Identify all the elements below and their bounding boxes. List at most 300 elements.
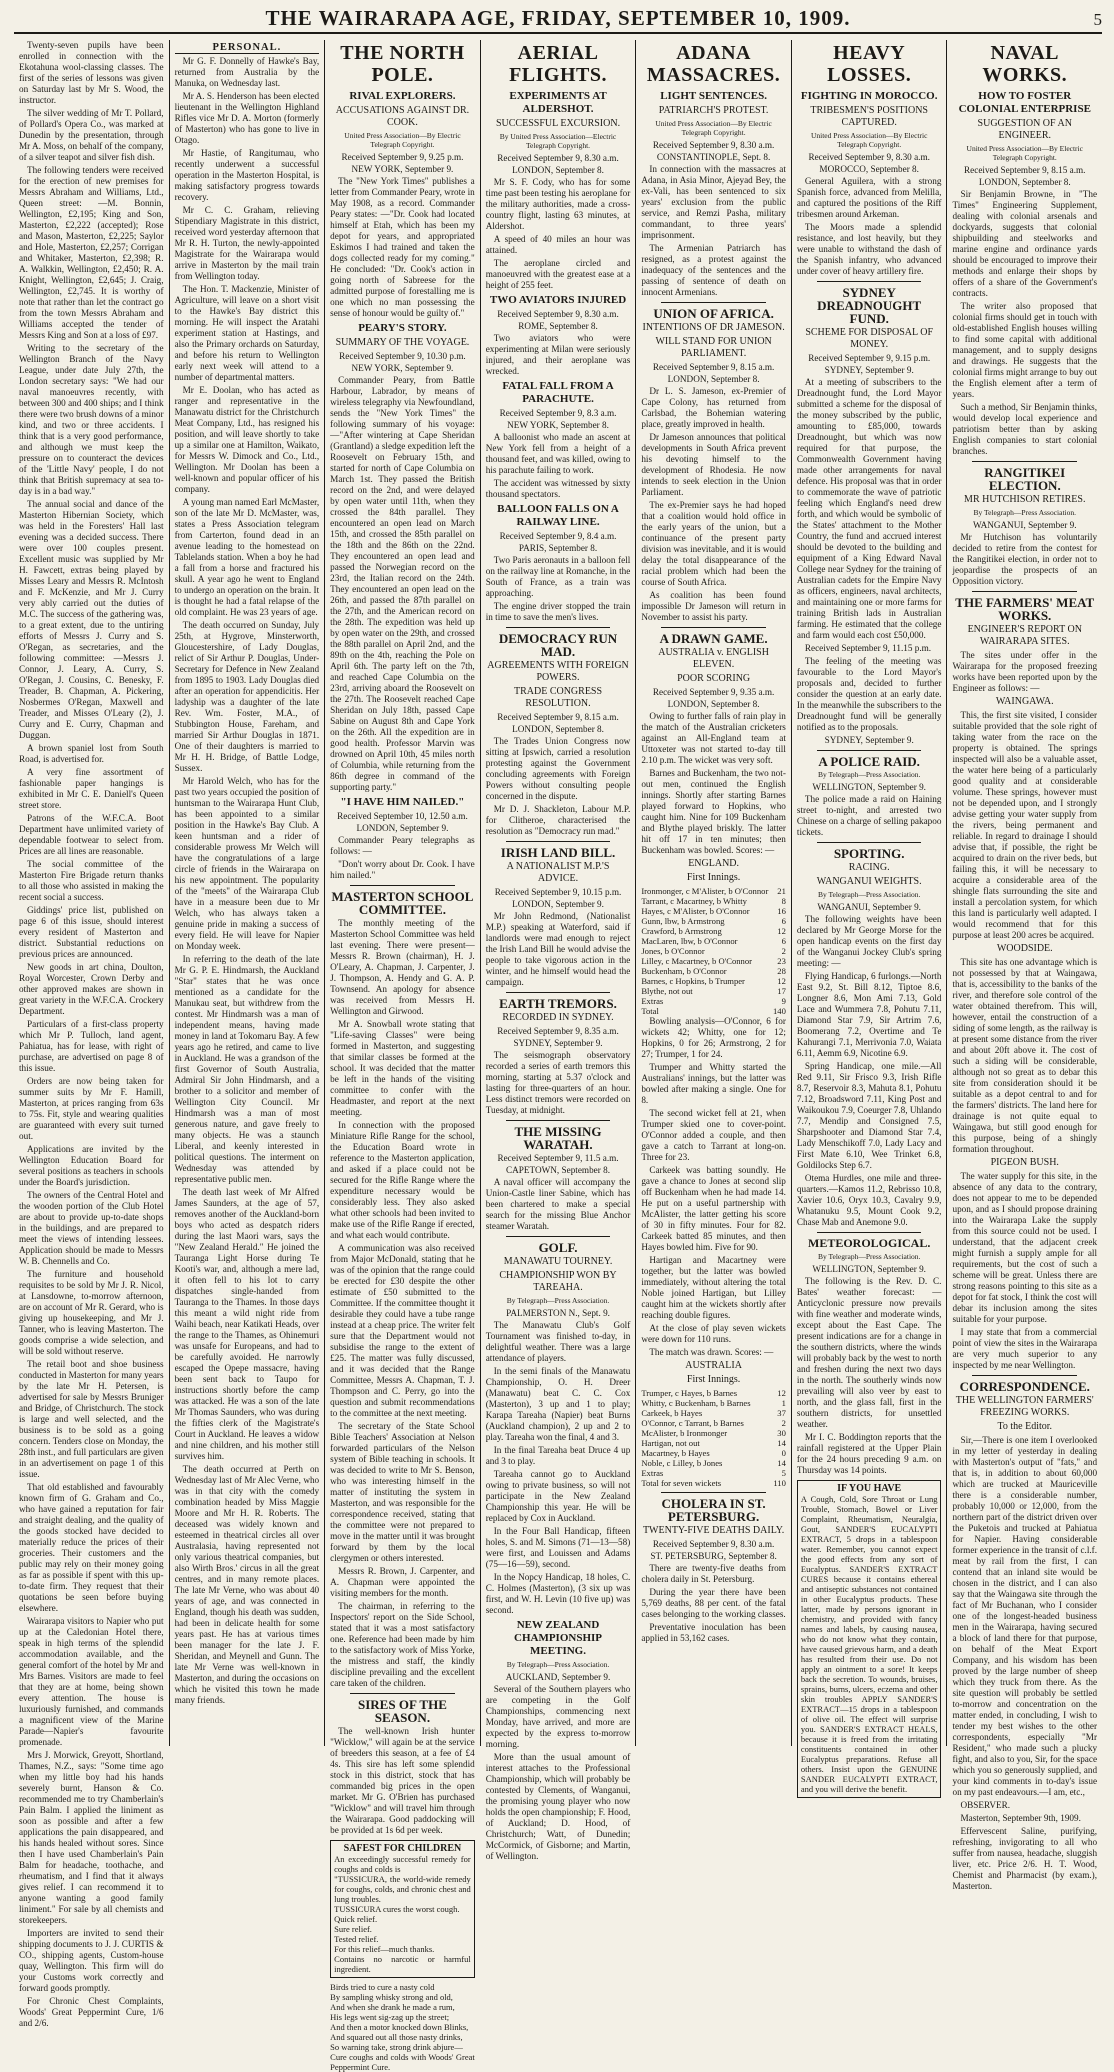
- batsman: McAlister, b Ironmonger: [641, 1428, 728, 1438]
- article-body: [952, 710, 1097, 941]
- article-subheading: SUMMARY OF THE VOYAGE.: [335, 337, 470, 348]
- location-line: LONDON, September 8.: [667, 699, 760, 709]
- runs: 6: [781, 936, 786, 946]
- paragraph: The following is the Rev. D. C. Bates' weather forecast: —Anticyclonic pressure now prevails with fine weather and moderate winds, except about the East Cape. The present indications are for a change in the southern districts, where the winds will probably back by the west to north and freshen during the next two days in the north. The southerly winds now prevailing will also veer by east to north, and the glass fall, first in the southern districts, for unsettled weather.: [796, 1276, 942, 1429]
- line: Contains no narcotic or harmful ingredient.: [334, 1954, 471, 1974]
- divider: [350, 1693, 455, 1694]
- score-row: [641, 1006, 786, 1016]
- dateline: Received September 9, 8.15 a.m.: [497, 712, 619, 722]
- dateline: Received September 9, 9.25 p.m.: [341, 152, 464, 162]
- earth-tremors-heading: EARTH TREMORS.: [499, 996, 617, 1011]
- paragraph: The annual social and dance of the Masterton Hibernian Society, which was held in the Foresters' Hall last evening was a decided success. There were over 100 couples present. Excellent music was supplied by Mr H. Fawcett, extras being played by Misses Leary and Messrs R. McIntosh and F. McKenzie, and Mr J. Curry very ably carried out the duties of M.C. The success of the gathering was, to a great extent, due to the untiring efforts of Messrs J. Curry and S. O'Regan, as secretaries, and the following committee: —Messrs J. Connor, J. Leary, A. Curry, S. O'Regan, J. Cousins, C. Benesky, F. Treader, B. Chapman, A. Pickering, Nosbermes O'Regan, Maxwell and Treader, and Misses O'Leary (2), J. Curry and E. Curry, Chapman and Duggan.: [19, 499, 164, 740]
- paragraph: The well-known Irish hunter "Wicklow," will again be at the service of breeders this season, at a fee of £4 4s. This sire has left some splendid stock in this district, stock that has commanded big prices in the open market. Mr G. O'Brien has purchased "Wicklow" and will travel him through the Wairarapa. Good paddocking will be provided at 1s 6d per week.: [330, 1726, 475, 1835]
- batsman: Ironmonger, c M'Alister, b O'Connor: [641, 886, 769, 896]
- dateline: Received September 9, 11.5 a.m.: [497, 1153, 619, 1163]
- column-1: [14, 40, 170, 2028]
- wire-credit: By Telegraph—Press Association.: [817, 890, 921, 899]
- batsman: Hartigan, not out: [641, 1438, 700, 1448]
- runs: 28: [777, 966, 786, 976]
- dateline: Received September 9, 8.3 a.m.: [499, 408, 617, 418]
- paragraph: The ex-Premier says he had hoped that a coalition would hold office in the early years of the union, but a continuance of the present party division was inevitable, and it is would delay the total disappearance of the racial problem which had been the course of South Africa.: [641, 500, 786, 587]
- paragraph: Mr E. Doolan, who has acted as ranger and representative in the Manawatu district for the Christchurch Meat Company, Ltd., has resigned his position, and will leave shortly to take up a similar one at Hamilton, Waikato, for Messrs W. Dimock and Co., Ltd., Wellington. Mr Doolan has been a well-known and popular officer of his company.: [174, 385, 320, 494]
- paragraph: In referring to the death of the late Mr G. P. E. Hindmarsh, the Auckland "Star" states that he was once mentioned as a candidate for the Manukau seat, but withdrew from the contest. Mr Hindmarsh was a man of independent means, having made money in land at Tokomaru Bay. A few years ago he retired, and came to live in Auckland. He was a grandson of the first Governor of South Australia, Admiral Sir John Hindmarsh, and a brother to a solicitor and member of Wellington City Council. Mr Hindmarsh was a man of most generous nature, and gave freely to many objects. He was a staunch Liberal, and keenly interested in political questions. The interment on Wednesday was attended by representative public men.: [174, 954, 320, 1184]
- article-subheading: FATAL FALL FROM A PARACHUTE.: [502, 380, 614, 405]
- peppermint-poem: [330, 1982, 475, 2072]
- paragraph: Giddings' price list, published on page 6 of this issue, should interest every resident of Masterton and district. Substantial reductions on previous prices are announced.: [19, 905, 164, 959]
- paragraph: Preventative inoculation has been applied in 53,162 cases.: [641, 1622, 786, 1643]
- paragraph: The seismograph observatory recorded a series of earth tremors this morning, starting at 5.37 o'clock and lasting for three-quarters of an hour. Less distinct tremors were recorded on Tuesday, at midnight.: [485, 1050, 631, 1115]
- article-body: [486, 1177, 631, 1232]
- dateline: Received September 9, 10.30 p.m.: [339, 351, 466, 361]
- article-subheading: TRIBESMEN'S POSITIONS CAPTURED.: [810, 105, 928, 128]
- paragraph: Mr C. C. Graham, relieving Stipendiary Magistrate in this district, received word yesterday afternoon that Mr R. H. Turton, the newly-appointed Magistrate for the Wairarapa would arrive in Masterton by the mail train from Wellington today.: [174, 205, 320, 281]
- paragraph: The retail boot and shoe business conducted in Masterton for many years by the late Mr H. Petersen, is advertised for sale by Messrs Bruniger and Bridge, of Christchurch. The stock is large and well selected, and the business is to be sold as a going concern. Tenders close on Monday, the 28th inst., and full particulars are given in an advertisement on page 1 of this issue.: [19, 1359, 164, 1479]
- batsman: Total for seven wickets: [641, 1478, 722, 1488]
- wire-credit: By Telegraph—Press Association.: [817, 1252, 921, 1261]
- article-body: [797, 176, 942, 277]
- batsman: Macartney, b Hayes: [641, 1448, 710, 1458]
- article-body: [486, 1684, 631, 1862]
- score-row: [641, 986, 786, 996]
- paragraph: A communication was also received from Major McDonald, stating that he was of the opinion that the range could be erected for £30 despite the other estimate of £50 submitted to the Committee. If the committee thought it desirable they could have a tube range instead at a cheap price. The writer felt sure that the Department would not subsidise the range to the extent of £25. The matter was fully discussed, and it was decided that the Range Committee, Messrs A. Chapman, T. J. Thompson and C. Perry, go into the question and submit recommendations to the committee at the next meeting.: [330, 1243, 475, 1418]
- batsman: Hayes, c M'Alister, b O'Connor: [641, 906, 750, 916]
- paragraph: The second wicket fell at 21, when Trumper skied one to cover-point. O'Connor added a couple, and then gave a catch to Tarrant at long-on. Three for 23.: [641, 1108, 786, 1162]
- paragraph: Tareaha cannot go to Auckland owing to private business, so will not participate in the New Zealand Championship this year. He will be replaced by Cox in Auckland.: [485, 1469, 631, 1523]
- runs: 21: [777, 886, 786, 896]
- paragraph: OBSERVER.: [960, 1800, 1011, 1810]
- article-subheading: POOR SCORING: [677, 673, 751, 684]
- article-subheading: TWO AVIATORS INJURED: [489, 294, 627, 306]
- batsman: Carkeek, b Hayes: [641, 1408, 703, 1418]
- paragraph: In the Nopcy Handicap, 18 holes, C. C. Holmes (Masterton), (3 six up was first, and W. H. Levin (10 five up) was second.: [485, 1572, 631, 1615]
- divider: [506, 627, 611, 628]
- runs: 6: [781, 916, 786, 926]
- letter-body: [952, 1435, 1097, 1892]
- dateline: Received September 9, 8.30 a.m.: [808, 152, 930, 162]
- paragraph: A naval officer will accompany the Union-Castle liner Sabine, which has been chartered to make a special search for the missing Blue Anchor steamer Waratah.: [485, 1177, 631, 1231]
- article-subheading: ACCUSATIONS AGAINST DR. COOK.: [335, 105, 470, 128]
- waratah-heading: THE MISSING WARATAH.: [514, 1124, 602, 1152]
- location-line: ST. PETERSBURG, September 8.: [650, 1551, 777, 1561]
- paragraph: Mr Harold Welch, who has for the past two years occupied the position of huntsman to the Wairarapa Hunt Club, has been appointed to a similar position in the Hawke's Bay Club. A keen huntsman and a rider of considerable prowess Mr Welch will have the congratulations of a large circle of friends in the Wairarapa on his new appointment. The popularity of the "meets" of the Wairarapa Club have in a measure been due to Mr Welch, who has always taken a genuine pride in making a success of every field. He will leave for Napier on Monday week.: [174, 776, 320, 951]
- location-line: SYDNEY, September 9.: [824, 735, 914, 745]
- paragraph: Applications are invited by the Wellington Education Board for several positions as teachers in schools under the Board's jurisdiction.: [19, 1144, 164, 1187]
- article-subheading: TWENTY-FIVE DEATHS DAILY.: [642, 1525, 785, 1536]
- score-row: [641, 996, 786, 1006]
- location-line: NEW YORK, September 8.: [507, 420, 609, 430]
- location-line: SYDNEY, September 9.: [824, 365, 914, 375]
- article-body: [486, 555, 631, 623]
- site-heading: PIGEON BUSH.: [990, 1157, 1059, 1168]
- wire-credit: By Telegraph—Press Association.: [506, 1660, 610, 1669]
- score-row: [641, 966, 786, 976]
- score-row: [641, 946, 786, 956]
- dateline: Received September 9, 8.35 a.m.: [497, 1026, 619, 1036]
- golf-heading: GOLF.: [538, 1240, 578, 1255]
- paragraph: For Chronic Chest Complaints, Woods' Great Peppermint Cure, 1/6 and 2/6.: [19, 1996, 164, 2028]
- article-body: [330, 918, 475, 1689]
- paragraph: The chairman, in referring to the Inspectors' report on the Side School, stated that it was a most satisfactory one. Reference had been made by him to the satisfactory work of Miss Yorke, the mistress and staff, the kindly discipline prevailing and the excellent care taken of the children.: [330, 1601, 475, 1688]
- paragraph: Orders are now being taken for summer suits by Mr F. Hamill, Masterton, at prices ranging from 63s to 75s. Fit, style and wearing qualities are guaranteed with every suit turned out.: [19, 1076, 164, 1141]
- paragraph: Mr I. C. Boddington reports that the rainfall registered at the Upper Plain for the 24 hours preceding 9 a.m. on Thursday was 14 points.: [796, 1432, 942, 1475]
- article-body: [641, 1563, 786, 1644]
- ad-lines: [334, 1854, 471, 1974]
- paragraph: Dr Jameson announces that political developments in South Africa prevent his devoting himself to the development of Rhodesia. He now intends to seek election in the Union Parliament.: [641, 432, 786, 497]
- scorecard-title: ENGLAND.: [688, 858, 740, 869]
- paragraph: The match was drawn. Scores: —: [649, 1347, 774, 1357]
- paragraph: The water supply for this site, in the absence of any data to the contrary, does not appear to me to be depended upon, and as I should propose draining into the Wairarapa Lake the supply from this source could not be used. I understand, that the adjacent creek might furnish a supply ample for all requirements, but the cost of such a scheme will be great. Unless there are strong reasons pointing to this site as a depot for fat stock, I think the cost will debar its inclusion among the sites suitable for your purpose.: [952, 1171, 1098, 1324]
- article-subheading: To the Editor.: [997, 1421, 1053, 1432]
- article-subheading: INTENTIONS OF DR JAMESON.: [642, 322, 785, 333]
- ad-title: SAFEST FOR CHILDREN: [343, 1843, 462, 1854]
- paragraph: The accident was witnessed by sixty thousand spectators.: [485, 478, 631, 499]
- paragraph: The following weights have been declared by Mr George Morse for the open handicap events on the first day of the Wanganui Jockey Club's spring meeting: —: [796, 914, 942, 968]
- paragraph: Twenty-seven pupils have been enrolled in connection with the Ekotahuna wool-classing classes. The first of the series of lessons was given on Saturday last by Mr S. Wood, the instructor.: [19, 40, 164, 105]
- dateline: Received September 9, 8.4 a.m.: [499, 531, 617, 541]
- paragraph: Mrs J. Morwick, Greyott, Shortland, Thames, N.Z., says: "Some time ago when my little boy had his hands severely burnt, Hanson & Co. recommended me to try Chamberlain's Pain Balm. I applied the liniment as soon as possible and after a few applications the pain disappeared, and his hands healed without sores. Since then I have used Chamberlain's Pain Balm for headache, toothache, and rheumatism, and I find that it always gives relief. I can recommend it to anyone wanting a good family liniment." For sale by all chemists and storekeepers.: [19, 1750, 164, 1925]
- score-row: [641, 956, 786, 966]
- score-row: [641, 1428, 786, 1438]
- batsman: Noble, c Lilley, b Jones: [641, 1458, 723, 1468]
- paragraph: Mr Hutchison has voluntarily decided to retire from the contest for the Rangitikei election, in order not to jeopardise the prospects of an Opposition victory.: [952, 532, 1098, 586]
- paragraph: The social committee of the Masterton Fire Brigade return thanks to all those who assisted in making the recent social a success.: [19, 859, 164, 902]
- divider: [506, 1236, 611, 1237]
- paragraph: Mr G. F. Donnelly of Hawke's Bay, returned from Australia by the Manuka, on Wednesday last.: [174, 56, 320, 88]
- dateline: Received September 9, 8.15 a.m.: [652, 362, 775, 372]
- location-line: PARIS, September 8.: [518, 543, 598, 553]
- wire-credit: United Press Association—By Electric Telegraph Copyright.: [810, 131, 928, 149]
- article-body: [486, 1050, 631, 1116]
- runs: 37: [777, 1408, 786, 1418]
- score-row: [641, 1478, 786, 1488]
- runs: 12: [777, 976, 786, 986]
- paragraph: There are twenty-five deaths from cholera daily in St. Petersburg.: [641, 1563, 786, 1584]
- divider: [972, 591, 1077, 592]
- score-row: [641, 926, 786, 936]
- aerial-flights-heading: AERIAL FLIGHTS.: [509, 42, 607, 86]
- wire-credit: By United Press Association—Electric Telegraph Copyright.: [499, 132, 617, 150]
- paragraph: Patrons of the W.F.C.A. Boot Department have unlimited variety of dependable footwear to select from. Prices are all lines are reasonable.: [19, 813, 164, 856]
- meat-works-heading: THE FARMERS' MEAT WORKS.: [955, 595, 1095, 623]
- dreadnought-heading: SYDNEY DREADNOUGHT FUND.: [817, 285, 922, 326]
- article-subheading: BALLOON FALLS ON A RAILWAY LINE.: [497, 503, 619, 528]
- paragraph: Hartigan and Macartney were together, but the latter was bowled immediately, without altering the total Noble joined Hartigan, but Lilley caught him at the wickets shortly after reaching double figures.: [641, 1255, 786, 1320]
- paragraph: The writer also proposed that colonial firms should get in touch with old-established English houses willing to find some capital with additional management, and to supply designs and drawings. He suggests that the colonial firms might arrange to buy out the English element after a term of years.: [952, 301, 1098, 399]
- dateline: Received September 9, 8.15 a.m.: [964, 165, 1086, 175]
- personal-heading: PERSONAL.: [175, 42, 320, 54]
- location-line: CONSTANTINOPLE, Sept. 8.: [656, 152, 771, 162]
- dateline: Received September 9, 8.30 a.m.: [497, 153, 619, 163]
- paragraph: During the year there have been 5,769 deaths, 88 per cent. of the fatal cases belonging to the working classes.: [641, 1587, 786, 1619]
- paragraph: A brown spaniel lost from South Road, is advertised for.: [19, 743, 164, 764]
- paragraph: The death last week of Mr Alfred James Saunders, at the age of 57, removes another of the Auckland-born boys who acted as despatch riders during the last Maori wars, says the "New Zealand Herald." He joined the Tauranga Light Horse during Te Kooti's war, and, although a mere lad, it often fell to his lot to carry dispatches single-handed from Tauranga to the Thames. In those days this meant a wild night ride from Waihi beach, near Katikati Heads, over the range to the Thames, as Ohinemuri was unsafe for Europeans, and had to be carefully avoided. He narrowly escaped the Opepe massacre, having been sent back to Taupo for instructions shortly before the camp was attacked. He was a son of the late Mr Thomas Saunders, who was during the fifties clerk of the Magistrate's Court in Auckland. He leaves a widow and nine children, and his mother still survives him.: [174, 1187, 320, 1461]
- article-subheading: HOW TO FOSTER COLONIAL ENTERPRISE: [958, 90, 1091, 115]
- article-subheading: TRADE CONGRESS RESOLUTION.: [513, 686, 603, 709]
- paragraph: Mr Hastie, of Rangitumau, who recently underwent a successful operation in the Masterton Hospital, is making satisfactory progress towards recovery.: [174, 148, 320, 202]
- wire-credit: By Telegraph—Press Association.: [506, 1296, 610, 1305]
- paragraph: The Hon. T. Mackenzie, Minister of Agriculture, will leave on a short visit to the Hawke's Bay district this morning. He will inspect the Aratahi experiment station at Hastings, and also the Primary orchards on Saturday, and before his return to Wellington early next week will attend to a number of departmental matters.: [174, 284, 320, 382]
- paragraph: Effervescent Saline, purifying, refreshing, invigorating to all who suffer from nausea, headache, sluggish liver, etc. Price 2/6. H. T. Wood, Chemist and Pharmacist (by exam.), Masterton.: [952, 1826, 1098, 1891]
- paragraph: That old established and favourably known firm of G. Graham and Co., who have gained a reputation for fair and straight dealing, and the quality of the goods stocked have decided to materially reduce the prices of their groceries. Their customers and the public may rely on their money going as far as possible if spent with this up-to-date firm. They request that their quotations be seen before buying elsewhere.: [19, 1482, 164, 1613]
- paragraph: The furniture and household requisites to be sold by Mr J. R. Nicol, at Lansdowne, to-morrow afternoon, are on account of Mr R. Gerard, who is giving up housekeeping, and Mr J. Tanner, who is leaving Masterton. The goods comprise a wide selection, and will be sold without reserve.: [19, 1269, 164, 1356]
- paragraph: I may state that from a commercial point of view the sites in the Wairarapa are very much superior to any inspected by me near Wellington.: [952, 1327, 1098, 1370]
- runs: 1: [781, 1398, 786, 1408]
- runs: 0: [781, 1448, 786, 1458]
- article-subheading: A NATIONALIST M.P.'S ADVICE.: [506, 861, 610, 884]
- sporting-heading: SPORTING.: [833, 846, 905, 861]
- paragraph: A speed of 40 miles an hour was attained.: [485, 234, 631, 255]
- runs: 12: [777, 1388, 786, 1398]
- paragraph: The monthly meeting of the Masterton School Committee was held last evening. There were present—Messrs R. Brown (chairman), H. J. O'Leary, A. Chapman, J. Carpenter, J. J. Thompson, A. Hendy and G. A. P. Townsend. An apology for absence was received from Messrs H. Wellington and Girwood.: [330, 918, 475, 1016]
- article-body: [330, 1726, 475, 1836]
- line: Tested relief.: [334, 1934, 379, 1944]
- location-line: AUCKLAND, September 9.: [505, 1672, 611, 1682]
- score-row: [641, 1398, 786, 1408]
- paragraph: Messrs R. Brown, J. Carpenter, and A. Chapman were appointed the visiting members for the month.: [330, 1566, 475, 1598]
- masthead: [14, 6, 1102, 34]
- article-subheading: MANAWATU TOURNEY.: [503, 1256, 613, 1267]
- wire-credit: United Press Association—By Electric Telegraph Copyright.: [655, 119, 772, 137]
- line: Sure relief.: [334, 1924, 372, 1934]
- runs: 16: [777, 906, 786, 916]
- rangitikei-heading: RANGITIKEI ELECTION.: [984, 465, 1066, 493]
- batsman: Barnes, c Hopkins, b Trumper: [641, 976, 745, 986]
- article-subheading: WILL STAND FOR UNION PARLIAMENT.: [655, 336, 772, 359]
- article-body: [952, 957, 1097, 1155]
- democracy-heading: DEMOCRACY RUN MAD.: [498, 631, 618, 659]
- article-subheading: RECORDED IN SYDNEY.: [502, 1012, 614, 1023]
- wire-credit: By Telegraph—Press Association.: [817, 770, 921, 779]
- scorecard-subtitle: First Innings.: [686, 872, 741, 883]
- paragraph: General Aguilera, with a strong Spanish force, advanced from Melilla, and captured the positions of the Riff tribesmen around Arkeman.: [796, 176, 942, 219]
- score-row: [641, 976, 786, 986]
- paragraph: The Moors made a splendid resistance, and lost heavily, but they were unable to withstand the dash of the Spanish infantry, who advanced under cover of heavy artillery fire.: [796, 222, 942, 276]
- paragraph: The Manawatu Club's Golf Tournament was finished to-day, in delightful weather. There was a large attendance of players.: [485, 1320, 631, 1363]
- divider: [817, 842, 922, 843]
- location-line: LONDON, September 8.: [667, 374, 760, 384]
- line: So warning take, strong drink abjure—: [330, 2042, 463, 2052]
- tussicura-advertisement: [330, 1840, 475, 1978]
- score-row: [641, 1388, 786, 1398]
- paragraph: Two aviators who were experimenting at Milan were seriously injured, and their aeroplane was wrecked.: [485, 333, 631, 376]
- batsman: Extras: [641, 996, 664, 1006]
- article-subheading: SCHEME FOR DISPOSAL OF MONEY.: [805, 327, 934, 350]
- line: And then a motor knocked down Blinks,: [330, 2022, 469, 2032]
- batsman: Tarrant, c Macartney, b Whitty: [641, 896, 747, 906]
- paragraph: In connection with the proposed Miniature Rifle Range for the school, the Education Board wrote in reference to the Masterton application, and asked if a place could not be secured for the Rifle Range where the expenditure necessary would be considerably less. They also asked what other schools had been invited to make use of the Rifle Range if erected, and what each would contribute.: [330, 1120, 475, 1240]
- paragraph: Particulars of a first-class property which Mr P. Tulloch, land agent, Pahiatua, has for lease, with right of purchase, are advertised on page 8 of this issue.: [19, 1019, 164, 1073]
- article-subheading: PATRIARCH'S PROTEST.: [658, 105, 769, 116]
- paragraph: Spring Handicap, one mile.—All Red 9.11, Sir Frisco 9.3, Irish Rifle 8.7, Reservoir 8.3, Mahuta 8.1, Pohutu 7.12, Broadsword 7.11, King Post and Waikoukou 7.9, Coeurger 7.8, Uhlando 7.7, Mendip and Consigned 7.5, Sharpshooter and Diamond Star 7.4, Lady Menschikoff 7.0, Lady Lacy and First Mate 6.10, Wee Trinket 6.8, Goldilocks Step 6.7.: [796, 1061, 942, 1170]
- location-line: LONDON, September 8.: [512, 724, 604, 734]
- article-subheading: SUGGESTION OF AN ENGINEER.: [977, 118, 1072, 141]
- paragraph: At the close of play seven wickets were down for 110 runs.: [641, 1323, 786, 1344]
- article-subheading: WANGANUI WEIGHTS.: [816, 876, 922, 887]
- batsman: Gunn, lbw, b Armstrong: [641, 916, 725, 926]
- paragraph: Barnes and Buckenham, the two not-out men, continued the English innings. Shortly after starting Barnes played forward to Hopkins, who caught him. Nine for 109 Buckenham and Blythe played briskly. The latter hit off 17 in ten minutes; then Buckenham was bowled. Scores: —: [641, 768, 786, 855]
- paragraph: Bowling analysis—O'Connor, 6 for wickets 42; Whitty, one for 12; Hopkins, 0 for 26; Armstrong, 2 for 27; Trumper, 1 for 24.: [641, 1016, 786, 1059]
- score-row: [641, 1468, 786, 1478]
- paragraph: The "New York Times" publishes a letter from Commander Peary, wrote in May 1908, as a record. Commander Peary states: —"Dr. Cook had located himself at Etah, which has been my depot for years, and appropriated Eskimos I had trained and taken the dogs collected ready for my coming." He concluded: "Dr. Cook's action in going north of Sabreese for the admitted purpose of forestalling me is one which no man possessing the sense of honour would be guilty of.": [330, 176, 475, 318]
- divider: [661, 1492, 766, 1493]
- irish-land-heading: IRISH LAND BILL.: [500, 845, 616, 860]
- wire-credit: United Press Association—By Electric Telegraph Copyright.: [344, 131, 461, 149]
- adana-heading: ADANA MASSACRES.: [646, 42, 781, 86]
- score-row: [641, 896, 786, 906]
- article-body: [641, 711, 786, 856]
- location-line: NEW YORK, September 9.: [351, 164, 454, 174]
- runs: 5: [781, 1468, 786, 1478]
- paragraph: New goods in art china, Doulton, Royal Worcester, Crown Derby and other approved makes are shown in great variety in the W.F.C.A. Crockery Department.: [19, 962, 164, 1016]
- paragraph: In the semi finals of the Manawatu Championship, O. H. Dreer (Manawatu) beat C. C. Cox (Masterton), 3 up and 1 to play; Karapa Tareaha (Napier) beat Burns (Auckland champion), 2 up and 2 to play. Tareaha won the final, 4 and 3.: [485, 1366, 631, 1442]
- article-body: [952, 189, 1097, 457]
- line: An exceedingly successful remedy for coughs and colds is: [334, 1854, 471, 1874]
- article-body: [641, 1016, 786, 1358]
- paragraph: Two Paris aeronauts in a balloon fell on the railway line at Romanche, in the South of France, as a train was approaching.: [485, 555, 631, 598]
- article-subheading: AGREEMENTS WITH FOREIGN POWERS.: [487, 660, 629, 683]
- heavy-losses-heading: HEAVY LOSSES.: [827, 42, 912, 86]
- personal-notes: [175, 56, 320, 1706]
- runs: 17: [777, 986, 786, 996]
- line: Quick relief.: [334, 1914, 378, 1924]
- column-7: [947, 40, 1102, 1891]
- line: And squared out all those nasty drinks,: [330, 2032, 463, 2042]
- runs: 2: [781, 946, 786, 956]
- batsman: Extras: [641, 1468, 664, 1478]
- batsman: Lilley, c Macartney, b O'Connor: [641, 956, 752, 966]
- ad-title: IF YOU HAVE: [837, 1483, 902, 1494]
- naval-works-heading: NAVAL WORKS.: [982, 42, 1068, 86]
- score-row: [641, 886, 786, 896]
- line: Birds tried to cure a nasty cold: [330, 1982, 435, 1992]
- divider: [817, 1232, 922, 1233]
- location-line: CAPETOWN, September 8.: [506, 1165, 610, 1175]
- article-subheading: RACING.: [848, 862, 890, 873]
- article-subheading: LIGHT SENTENCES.: [660, 90, 767, 102]
- paragraph: This site has one advantage which is not possessed by that at Waingawa, that is, accessibility to the banks of the river, and therefore sole control of the water obtained therefrom. This will, however, entail the construction of a siding of some length, as the railway is at present some distance from the river and about 20ft above it. The cost of such a siding will be considerable, although not so great as to debar this site from consideration should it be suitable as a depot central to and for the farmers' districts. The land here for drainage is not quite equal to Waingawa, but still good enough for this purpose, being of a shingly formation throughout.: [952, 957, 1098, 1154]
- location-line: WANGANUI, September 9.: [972, 520, 1077, 530]
- paragraph: The Trades Union Congress now sitting at Ipswich, carried a resolution protesting against the Government concluding agreements with Foreign Powers without consulting people concerned in the dispute.: [485, 736, 631, 801]
- cholera-heading: CHOLERA IN ST. PETERSBURG.: [661, 1496, 766, 1524]
- article-body: [486, 736, 631, 837]
- dateline: Received September 9, 9.15 p.m.: [808, 353, 931, 363]
- paragraph: Writing to the secretary of the Wellington Branch of the Navy League, under date July 27th, the London secretary says: "We had our naval manoeuvres recently, with between 300 and 400 ships; and I think there were two brush downs of a minor kind, and two or three accidents. I think that is a very good performance, and although we must keep the pressure on to counteract the devices of the 'Little Navy' people, I do not think that British supremacy at sea to-day is in a bad way.": [19, 343, 164, 496]
- article-subheading: EXPERIMENTS AT ALDERSHOT.: [509, 90, 607, 115]
- location-line: LONDON, September 8.: [978, 177, 1071, 187]
- paragraph: Trumper and Whitty started the Australians' innings, but the latter was bowled after making a single. One for 8.: [641, 1062, 786, 1105]
- paragraph: Mr D. J. Shackleton, Labour M.P. for Clitheroe, characterised the resolution as "Democracy run mad.": [485, 804, 631, 836]
- location-line: LONDON, September 9.: [356, 823, 449, 833]
- dateline: Received September 9, 10.15 p.m.: [494, 887, 622, 897]
- score-row: [641, 1418, 786, 1428]
- article-body: [797, 1276, 942, 1476]
- batsman: Jones, b O'Connor: [641, 946, 705, 956]
- article-subheading: AUSTRALIA v. ENGLISH ELEVEN.: [658, 647, 769, 670]
- paragraph: The secretary of the State School Bible Teachers' Association at Nelson forwarded particulars of the Nelson system of Bible teaching in schools. It was decided to write to Mr S. Benson, who was interesting himself in the matter of instituting the system in Masterton, and was responsible for the correspondence received, stating that the committee were not prepared to move in the matter until it was brought forward by them by the local clergymen or others interested.: [330, 1421, 475, 1563]
- location-line: LONDON, September 9.: [512, 899, 604, 909]
- column-3: [325, 40, 481, 2072]
- score-row: [641, 1458, 786, 1468]
- wire-credit: By Telegraph—Press Association.: [973, 508, 1076, 517]
- location-line: LONDON, September 8.: [512, 165, 604, 175]
- location-line: SYDNEY, September 9.: [513, 1038, 603, 1048]
- article-body: [486, 333, 631, 377]
- line: And when she drank he made a rum,: [330, 2002, 455, 2012]
- paragraph: More than the usual amount of interest attaches to the Professional Championship, which will probably be contested by Clements, of Wanganui, the promising young player who now holds the open championship; F. Hood, of Auckland; D. Hood, of Christchurch; Watt, of Dunedin; McCormick, of Gisborne; and Martin, of Wellington.: [485, 1752, 631, 1861]
- meteorological-heading: METEOROLOGICAL.: [808, 1236, 931, 1250]
- divider: [817, 281, 922, 282]
- column-5: [636, 40, 792, 1746]
- article-body: [952, 1171, 1097, 1371]
- dateline: Received September 9, 9.35 a.m.: [652, 687, 775, 697]
- school-committee-heading: MASTERTON SCHOOL COMMITTEE.: [331, 889, 474, 917]
- paragraph: Sir Benjamin Browne, in "The Times" Engineering Supplement, dealing with colonial arsenals and dockyards, suggests that colonial shipbuilding and steelworks and marine engine and ordinance yards should be encouraged to improve their methods and enlarge their shops by offers of a share of the Government's contracts.: [952, 189, 1098, 298]
- article-subheading: RIVAL EXPLORERS.: [349, 90, 456, 102]
- newspaper-title: THE WAIRARAPA AGE, FRIDAY, SEPTEMBER 10, 1909.: [265, 6, 851, 30]
- paragraph: At a meeting of subscribers to the Dreadnought fund, the Lord Mayor submitted a scheme for the disposal of the money subscribed by the public, amounting to £85,000, towards Dreadnought, but which was now required for that purpose, the Commonwealth Government having made other arrangements for naval defence. His proposal was that in order to commemorate the wave of patriotic feeling which England's need drew forth, and which would be symbolic of the States' attachment to the Mother Country, the fund and accrued interest should be devoted to the building and equipment of a King Edward Naval College near Sydney for the training of Australian cadets for the Empire Navy as officers, engineers, naval architects, and maintaining one or more farms for training British lads in Australian farming. He estimated that the college and farm would each cost £50,000.: [796, 377, 942, 640]
- paragraph: "Don't worry about Dr. Cook. I have him nailed.": [330, 859, 475, 880]
- article-body: [797, 377, 942, 733]
- divider: [506, 1120, 611, 1121]
- paragraph: Commander Peary, from Battle Harbour, Labrador, by means of wireless telegraphy via Newfoundland, sends the "New York Times" the following summary of his voyage: —"After wintering at Cape Sheridan (Grantland) a sledge expedition left the Roosevelt on February 15th, and started for north of Cape Columbia on March 1st. They passed the British record on the 2nd, and were delayed by open water until 11th, when they crossed the 84th parallel. They encountered an open lead on March 15th, and crossed the 85th parallel on the 18th and the 86th on the 22nd. They encountered an open lead and passed the Norwegian record on the 23rd, the Italian record on the 24th. They encountered an open lead on the 26th, and passed the 87th parallel on the 27th, and the American record on the 28th. The expedition was held up by open water on the 29th, and crossed the 88th parallel on April 2nd, and the 89th on the 4th, reaching the Pole on April 6th. The party left on the 7th, and reached Cape Columbia on the 23rd, arriving aboard the Roosevelt on the 27th. The Roosevelt reached Cape Sheridan on July 18th, passed Cape Sabine on August 8th and Cape York on the 26th. All the expedition are in good health. Professor Marvin was drowned on April 10th, 45 miles north of Columbia, while returning from the 86th degree in command of the supporting party.": [330, 375, 475, 792]
- paragraph: The engine driver stopped the train in time to save the men's lives.: [485, 601, 631, 622]
- line: Cure coughs and colds with Woods' Great Peppermint Cure.: [330, 2052, 475, 2072]
- column-4: [481, 40, 637, 1861]
- article-subheading: PEARY'S STORY.: [358, 322, 447, 334]
- paragraph: This, the first site visited, I consider suitable provided that the sole right of taking water from the race on the property is obtained. The springs inspected will also be a valuable asset, the water here being of a particularly good quality and at considerable volume. These springs, however must not be depended upon, and I strongly advise getting your water supply from the rivers, being permanent and reliable. In regard to drainage I should advise that, if possible, the right be acquired to drain on the river beds, but failing this, it will be necessary to acquire a considerable area of the shingle flats surrounding the site and install a percolation system, for which this land is particularly well adapted. I would recommend that for this purpose at least 200 acres be acquired.: [952, 710, 1098, 940]
- article-body: [486, 432, 631, 500]
- paragraph: Dr L. S. Jameson, ex-Premier of Cape Colony, has returned from Carlsbad, the Bohemian watering place, greatly improved in health.: [641, 386, 786, 429]
- location-line: WANGANUI, September 9.: [817, 902, 921, 912]
- location-line: ROME, September 8.: [518, 321, 598, 331]
- paragraph: Mr S. F. Cody, who has for some time past been testing his aeroplane for the military authorities, made a cross-country flight, lasting 63 minutes, at Aldershot.: [485, 177, 631, 231]
- paragraph: A balloonist who made an ascent at New York fell from a height of a thousand feet, and was killed, owing to his parachute failing to work.: [485, 432, 631, 475]
- article-subheading: MR HUTCHISON RETIRES.: [964, 494, 1086, 505]
- runs: 23: [777, 956, 786, 966]
- drawn-game-heading: A DRAWN GAME.: [659, 631, 768, 646]
- correspondence-heading: CORRESPONDENCE.: [959, 1379, 1090, 1394]
- divider: [661, 627, 766, 628]
- divider: [350, 885, 455, 886]
- paragraph: Several of the Southern players who are competing in the Golf Championships, commencing next Monday, have arrived, and more are expected by the express to-morrow morning.: [485, 1684, 631, 1749]
- article-body: [797, 794, 942, 838]
- paragraph: The feeling of the meeting was favourable to the Lord Mayor's proposals and, decided to further consider the question at an early date. In the meanwhile the subscribers to the Dreadnought fund will be generally notified as to the proposals.: [796, 656, 942, 732]
- article-body: [641, 164, 786, 298]
- article-subheading: NEW ZEALAND CHAMPIONSHIP MEETING.: [514, 1619, 603, 1657]
- paragraph: The police made a raid on Haining street to-night, and arrested two Chinese on a charge of selling pakapoo tickets.: [796, 794, 942, 837]
- line: TUSSICURA cures the worst cough.: [334, 1904, 460, 1914]
- article-subheading: FIGHTING IN MOROCCO.: [800, 90, 938, 102]
- paragraph: A young man named Earl McMaster, son of the late Mr D. McMaster, was, states a Press Association telegram from Carterton, found dead in an avenue leading to the homestead on Tablelands station. When a boy he had a fall from a horse and fractured his skull. A year ago he went to England to undergo an operation on the brain. It is thought he had a fatal relapse of the old complaint. He was 23 years of age.: [174, 497, 320, 617]
- paragraph: A very fine assortment of fashionable paper hangings is exhibited in Mr C. E. Daniell's Queen street store.: [19, 767, 164, 810]
- paragraph: Commander Peary telegraphs as follows: —: [330, 835, 475, 856]
- paragraph: The Armenian Patriarch has resigned, as a protest against the inadequacy of the sentences and the passing of sentence of death on innocent Armenians.: [641, 243, 786, 297]
- score-row: [641, 936, 786, 946]
- local-notes: [19, 40, 164, 2029]
- paragraph: Masterton, September 9th, 1909.: [960, 1813, 1081, 1823]
- divider: [506, 992, 611, 993]
- article-subheading: THE WELLINGTON FARMERS' FREEZING WORKS.: [955, 1395, 1094, 1418]
- paragraph: In connection with the massacres at Adana, in Asia Minor, Ajeyad Bey, the ex-Vali, has been sentenced to six years' exclusion from the public service, and Remzi Pasha, military commandant, to three years' imprisonment.: [641, 164, 786, 240]
- paragraph: Wairarapa visitors to Napier who put up at the Caledonian Hotel there, speak in high terms of the splendid accommodation available, and the general comfort of the hotel by Mr and Mrs Barnes. Visitors are made to feel that they are at home, being shown every attention. The house is luxuriously furnished, and commands a magnificent view of the Marine Parade—Napier's favourite promenade.: [19, 1616, 164, 1747]
- runs: 140: [773, 1006, 786, 1016]
- runs: 14: [777, 1458, 786, 1468]
- dateline: Received September 9, 8.30 a.m.: [497, 309, 619, 319]
- paragraph: The death occurred at Perth on Wednesday last of Mr Alec Verne, who was in that city with the comedy combination headed by Miss Maggie Moore and Mr H. R. Roberts. The deceased was widely known and esteemed in theatrical circles all over Australasia, having represented not only various theatrical companies, but also Wirth Bros.' circus in all the great centres, and in many remote places. The late Mr Verne, who was about 40 years of age, and was connected in England, though his death was sudden, had been in delicate health for some years past. He has at various times been manager for the late J. F. Sheridan, and Meynell and Gunn. The late Mr Verne was well-known in Masterton, and during the occasions on which he visited this town he made many friends.: [174, 1464, 320, 1705]
- site-heading: WAINGAWA.: [995, 696, 1054, 707]
- article-subheading: SUCCESSFUL EXCURSION.: [495, 118, 621, 129]
- paragraph: Flying Handicap, 6 furlongs.—North East 9.2, St. Bill 8.12, Tiptoe 8.6, Longner 8.6, Mon Ami 7.13, Gold Lace and Wummera 7.8, Pohutu 7.11, Diamond Star 7.9, Sir Artrim 7.6, Boomerang 7.2, Overtime and Te Kahurangi 7.1, Merrivonia 7.0, Waiata 6.11, Aemm 6.9, Nicotine 6.9.: [796, 971, 942, 1058]
